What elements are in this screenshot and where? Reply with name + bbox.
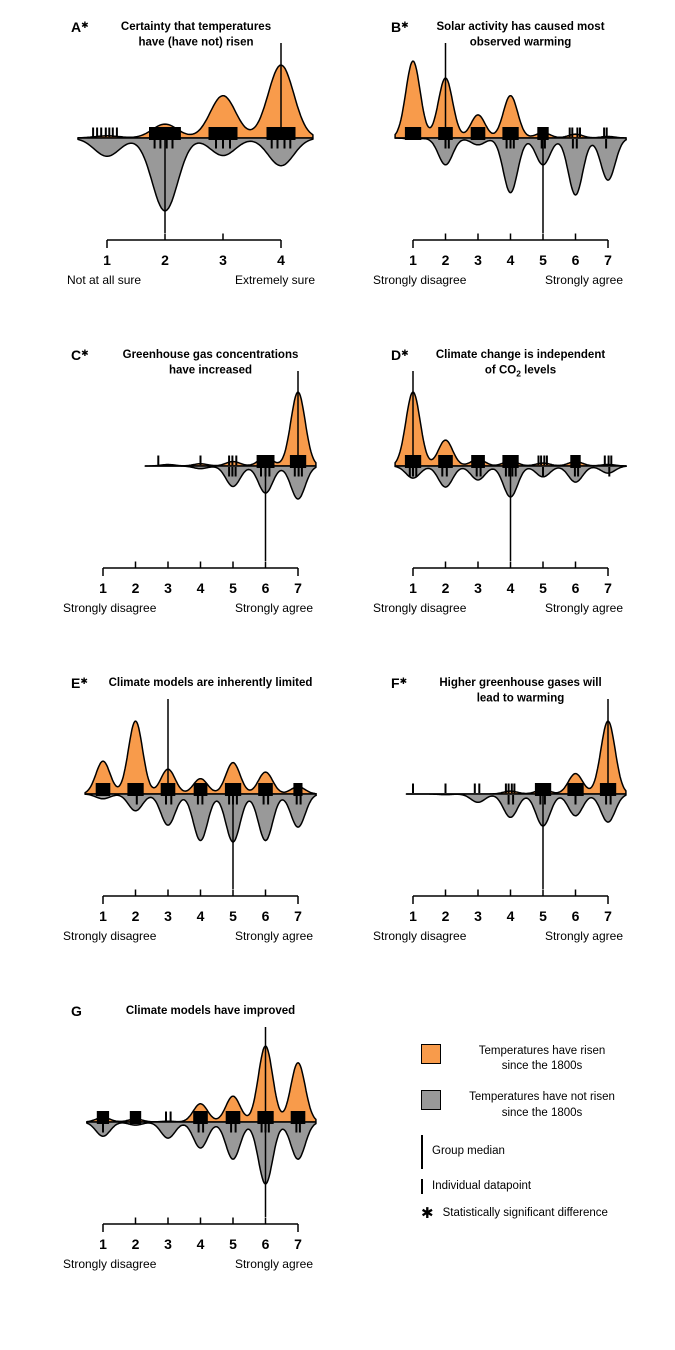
panel-label: E✱ <box>71 675 88 691</box>
panel-title: Higher greenhouse gases will <box>439 677 602 689</box>
datapoint-block <box>97 1111 109 1124</box>
density-risen <box>407 721 626 794</box>
axis-tick-label: 4 <box>196 908 205 924</box>
datapoint-block <box>567 783 583 796</box>
panel-title: of $CO_2$ levels <box>484 364 557 379</box>
significance-star-icon: ✱ <box>399 676 408 686</box>
axis-tick-label: 1 <box>409 908 417 924</box>
axis-tick-label: 7 <box>294 580 302 596</box>
axis-tick-label: 4 <box>506 252 515 268</box>
density-risen <box>145 392 316 466</box>
not-risen-swatch-icon <box>421 1090 441 1110</box>
panel-C <box>55 336 363 646</box>
density-risen <box>87 1046 316 1122</box>
axis-tick-label: 6 <box>571 580 580 596</box>
individual-datapoint-tick-icon <box>421 1179 423 1194</box>
axis-tick-label: 6 <box>261 1236 270 1252</box>
axis-tick-label: 7 <box>604 908 612 924</box>
density-not-risen <box>78 138 313 211</box>
x-axis <box>373 234 623 288</box>
axis-tick-label: 1 <box>409 580 417 596</box>
panel-title: Climate models have improved <box>125 1005 296 1017</box>
axis-tick-label: 4 <box>277 252 285 268</box>
axis-tick-label: 4 <box>196 580 205 596</box>
axis-tick-label: 2 <box>441 580 450 596</box>
datapoint-block <box>405 455 421 468</box>
legend-item-risen-swatch <box>403 1044 671 1074</box>
axis-tick-label: 1 <box>409 252 417 268</box>
significance-star-icon: ✱ <box>401 20 409 30</box>
axis-max-label: Strongly agree <box>544 273 623 287</box>
axis-tick-label: 4 <box>506 580 515 596</box>
axis-tick-label: 4 <box>196 1236 205 1252</box>
axis-tick-label: 3 <box>164 1236 172 1252</box>
axis-min-label: Strongly disagree <box>373 929 467 943</box>
datapoint-block <box>96 783 111 796</box>
legend-item-significance-asterisk <box>403 1206 671 1221</box>
significance-asterisk-icon: ✱ <box>421 1204 434 1222</box>
density-not-risen <box>145 466 316 499</box>
axis-tick-label: 6 <box>571 252 580 268</box>
panel-title: Certainty that temperatures <box>120 21 272 33</box>
panel-B <box>365 8 673 318</box>
axis-tick-label: 7 <box>604 252 612 268</box>
density-not-risen <box>87 1122 316 1184</box>
axis-tick-label: 3 <box>164 580 172 596</box>
axis-tick-label: 7 <box>294 908 302 924</box>
panel-title: have increased <box>168 364 253 377</box>
datapoint-block <box>257 455 275 468</box>
panel-title: Greenhouse gas concentrations <box>122 349 299 361</box>
axis-max-label: Extremely sure <box>234 273 315 287</box>
density-not-risen <box>407 794 626 826</box>
violin-plot-G <box>55 992 363 1300</box>
axis-tick-label: 2 <box>131 580 140 596</box>
panel-title: Climate models are inherently limited <box>108 677 313 689</box>
axis-max-label: Strongly agree <box>544 929 623 943</box>
axis-max-label: Strongly agree <box>234 929 313 943</box>
legend-label: Group median <box>432 1145 505 1158</box>
datapoint-block <box>438 127 453 140</box>
violin-plot-B <box>365 8 673 316</box>
panel-label: D✱ <box>391 347 409 363</box>
x-axis <box>373 562 623 616</box>
axis-tick-label: 3 <box>474 252 482 268</box>
datapoint-block <box>405 127 421 140</box>
violin-plot-F <box>365 664 673 972</box>
legend <box>403 1044 671 1221</box>
axis-tick-label: 5 <box>229 580 237 596</box>
density-risen <box>395 392 626 466</box>
x-axis <box>63 890 313 944</box>
datapoint-block <box>502 455 518 468</box>
legend-label: Temperatures have risen since the 1800s <box>478 1045 606 1073</box>
axis-tick-label: 3 <box>164 908 172 924</box>
datapoint-block <box>130 1111 141 1124</box>
group-median-line-icon <box>421 1135 423 1169</box>
axis-min-label: Strongly disagree <box>63 601 157 615</box>
axis-tick-label: 7 <box>604 580 612 596</box>
panel-title: lead to warming <box>476 692 565 705</box>
datapoint-block <box>471 455 485 468</box>
datapoint-block <box>290 455 306 468</box>
panel-G <box>55 992 363 1302</box>
datapoint-block <box>209 127 238 140</box>
panel-label: B✱ <box>391 19 409 35</box>
panel-label: F✱ <box>391 675 408 691</box>
significance-star-icon: ✱ <box>80 676 88 686</box>
axis-tick-label: 2 <box>441 252 450 268</box>
legend-item-median-line <box>403 1135 671 1169</box>
axis-tick-label: 1 <box>99 1236 107 1252</box>
axis-tick-label: 3 <box>474 580 482 596</box>
violin-plot-D <box>365 336 673 644</box>
panel-title: Climate change is independent <box>435 349 606 361</box>
panel-title: have (have not) risen <box>138 36 254 49</box>
datapoint-block <box>537 127 548 140</box>
density-risen <box>395 61 626 138</box>
datapoint-block <box>161 783 176 796</box>
axis-min-label: Strongly disagree <box>63 929 157 943</box>
axis-tick-label: 5 <box>229 908 237 924</box>
axis-tick-label: 6 <box>261 580 270 596</box>
panel-title: observed warming <box>469 36 572 49</box>
axis-tick-label: 6 <box>261 908 270 924</box>
axis-max-label: Strongly agree <box>234 1257 313 1271</box>
axis-tick-label: 5 <box>539 580 547 596</box>
axis-tick-label: 2 <box>441 908 450 924</box>
axis-tick-label: 1 <box>103 252 111 268</box>
datapoint-block <box>502 127 518 140</box>
axis-tick-label: 7 <box>294 1236 302 1252</box>
axis-min-label: Not at all sure <box>67 273 142 287</box>
violin-plot-E <box>55 664 363 972</box>
panel-D <box>365 336 673 646</box>
x-axis <box>63 562 313 616</box>
x-axis <box>67 234 315 288</box>
significance-star-icon: ✱ <box>81 348 89 358</box>
axis-tick-label: 2 <box>131 1236 140 1252</box>
density-not-risen <box>85 794 316 842</box>
datapoint-block <box>535 783 551 796</box>
x-axis <box>373 890 623 944</box>
legend-label: Temperatures have not risen since the 1800s <box>469 1091 615 1119</box>
legend-label: Individual datapoint <box>432 1179 532 1192</box>
datapoint-block <box>291 1111 306 1124</box>
datapoint-block <box>149 127 181 140</box>
datapoint-block <box>438 455 453 468</box>
axis-max-label: Strongly agree <box>234 601 313 615</box>
axis-max-label: Strongly agree <box>544 601 623 615</box>
panel-label: A✱ <box>71 19 89 35</box>
datapoint-block <box>293 783 302 796</box>
axis-tick-label: 4 <box>506 908 515 924</box>
axis-min-label: Strongly disagree <box>373 273 467 287</box>
datapoint-block <box>471 127 486 140</box>
panel-F <box>365 664 673 974</box>
axis-tick-label: 6 <box>571 908 580 924</box>
axis-tick-label: 3 <box>474 908 482 924</box>
datapoint-block <box>225 783 241 796</box>
risen-swatch-icon <box>421 1044 441 1064</box>
datapoint-block <box>267 127 296 140</box>
axis-tick-label: 5 <box>229 1236 237 1252</box>
legend-item-datapoint-tick <box>403 1179 671 1194</box>
axis-tick-label: 3 <box>219 252 227 268</box>
axis-tick-label: 5 <box>539 908 547 924</box>
datapoint-block <box>600 783 616 796</box>
panel-label: G <box>71 1003 82 1019</box>
panel-label: C✱ <box>71 347 89 363</box>
violin-plot-A <box>55 8 363 316</box>
significance-star-icon: ✱ <box>81 20 89 30</box>
axis-tick-label: 1 <box>99 580 107 596</box>
x-axis <box>63 1218 313 1272</box>
significance-star-icon: ✱ <box>401 348 409 358</box>
datapoint-block <box>258 783 273 796</box>
axis-tick-label: 2 <box>161 252 169 268</box>
datapoint-block <box>570 455 580 468</box>
legend-item-not-risen-swatch <box>403 1090 671 1120</box>
violin-plot-C <box>55 336 363 644</box>
panel-title: Solar activity has caused most <box>436 21 605 33</box>
axis-tick-label: 1 <box>99 908 107 924</box>
axis-min-label: Strongly disagree <box>373 601 467 615</box>
panel-E <box>55 664 363 974</box>
datapoint-block <box>127 783 143 796</box>
axis-min-label: Strongly disagree <box>63 1257 157 1271</box>
axis-tick-label: 2 <box>131 908 140 924</box>
axis-tick-label: 5 <box>539 252 547 268</box>
legend-label: Statistically significant difference <box>442 1206 608 1219</box>
datapoint-block <box>193 1111 208 1124</box>
datapoint-block <box>226 1111 241 1124</box>
datapoint-block <box>194 783 208 796</box>
datapoint-block <box>257 1111 273 1124</box>
panel-A <box>55 8 363 318</box>
